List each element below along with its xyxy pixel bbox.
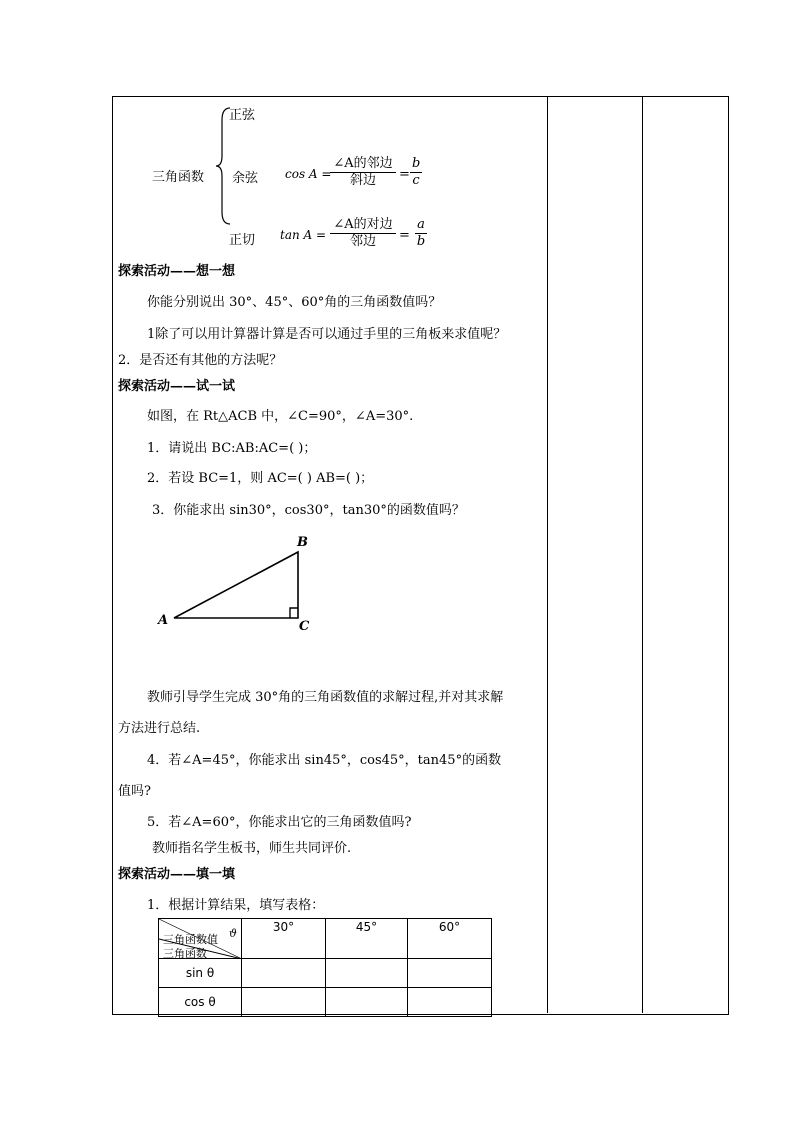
sine-label: 正弦 bbox=[229, 108, 256, 123]
cos-lhs: cos A = bbox=[285, 167, 332, 181]
column-divider-2 bbox=[642, 96, 643, 1013]
vertex-a-label: A bbox=[158, 613, 169, 628]
row-header-cos: cos θ bbox=[159, 988, 242, 1017]
question-45-values: 4．若∠A=45°，你能求出 sin45°，cos45°，tan45°的函数 bbox=[147, 753, 502, 768]
paragraph-teacher-guide: 教师引导学生完成 30°角的三角函数值的求解过程,并对其求解 bbox=[147, 690, 504, 705]
question-angles: 你能分别说出 30°、45°、60°角的三角函数值吗？ bbox=[147, 295, 442, 310]
cell-sin-60[interactable] bbox=[408, 959, 492, 988]
cosine-label: 余弦 bbox=[232, 171, 259, 186]
col-header-60: 60° bbox=[408, 919, 492, 959]
corner-bottom-label: 三角函数 bbox=[163, 947, 207, 960]
question-30-values: 3．你能求出 sin30°，cos30°，tan30°的函数值吗？ bbox=[152, 503, 465, 518]
table-corner-cell bbox=[159, 919, 242, 959]
paragraph-figure-intro: 如图，在 Rt△ACB 中，∠C=90°，∠A=30°. bbox=[147, 409, 414, 424]
cos-equals: = bbox=[399, 167, 410, 182]
cos-denominator: 斜边 bbox=[349, 173, 376, 188]
section-heading-think: 探索活动——想一想 bbox=[118, 264, 236, 279]
tan-denominator: 邻边 bbox=[349, 234, 376, 249]
paragraph-triangle-ruler: 1除了可以用计算器计算是否可以通过手里的三角板来求值呢？ bbox=[147, 327, 507, 342]
tan-ratio-a: a bbox=[415, 217, 427, 234]
vertex-c-label: C bbox=[299, 619, 310, 634]
col-header-30: 30° bbox=[242, 919, 326, 959]
tangent-label: 正切 bbox=[229, 233, 256, 248]
paragraph-teacher-note: 教师指名学生板书，师生共同评价. bbox=[152, 841, 352, 856]
cell-sin-30[interactable] bbox=[242, 959, 326, 988]
cos-fraction bbox=[330, 156, 396, 189]
cos-ratio-c: c bbox=[412, 173, 420, 188]
tan-numerator: ∠A的对边 bbox=[330, 217, 396, 234]
tan-ratio-b: b bbox=[416, 234, 426, 249]
cell-cos-45[interactable] bbox=[326, 988, 408, 1017]
corner-top-label: 三角函数值 bbox=[163, 933, 218, 946]
cos-ratio-b: b bbox=[412, 156, 421, 171]
tan-fraction bbox=[330, 217, 396, 250]
section-heading-try: 探索活动——试一试 bbox=[118, 379, 236, 394]
values-table bbox=[158, 918, 492, 1017]
row-header-sin: sin θ bbox=[159, 959, 242, 988]
col-header-45: 45° bbox=[326, 919, 408, 959]
question-45-values-cont: 值吗? bbox=[118, 784, 151, 799]
tan-ratio bbox=[415, 217, 427, 250]
tan-equals: = bbox=[399, 228, 410, 243]
trig-label: 三角函数 bbox=[152, 170, 205, 185]
section-heading-fill: 探索活动——填一填 bbox=[118, 867, 236, 882]
vertex-b-label: B bbox=[297, 535, 308, 550]
column-divider-1 bbox=[547, 96, 548, 1013]
cos-ratio bbox=[410, 156, 422, 189]
theta-symbol: ϑ bbox=[229, 927, 237, 940]
instruction-fill-table: 1．根据计算结果，填写表格： bbox=[147, 898, 325, 913]
cell-sin-45[interactable] bbox=[326, 959, 408, 988]
cell-cos-30[interactable] bbox=[242, 988, 326, 1017]
question-lengths: 2．若设 BC=1，则 AC=( ) AB=( )； bbox=[147, 471, 374, 486]
question-ratio: 1．请说出 BC:AB:AC=( )； bbox=[147, 441, 317, 456]
brace-icon bbox=[214, 106, 236, 226]
cos-numerator: ∠A的邻边 bbox=[330, 156, 396, 173]
paragraph-other-methods: 2．是否还有其他的方法呢？ bbox=[118, 353, 283, 368]
cell-cos-60[interactable] bbox=[408, 988, 492, 1017]
tan-lhs: tan A = bbox=[280, 228, 327, 242]
question-60-values: 5．若∠A=60°，你能求出它的三角函数值吗? bbox=[147, 815, 412, 830]
paragraph-summary: 方法进行总结. bbox=[118, 721, 201, 736]
